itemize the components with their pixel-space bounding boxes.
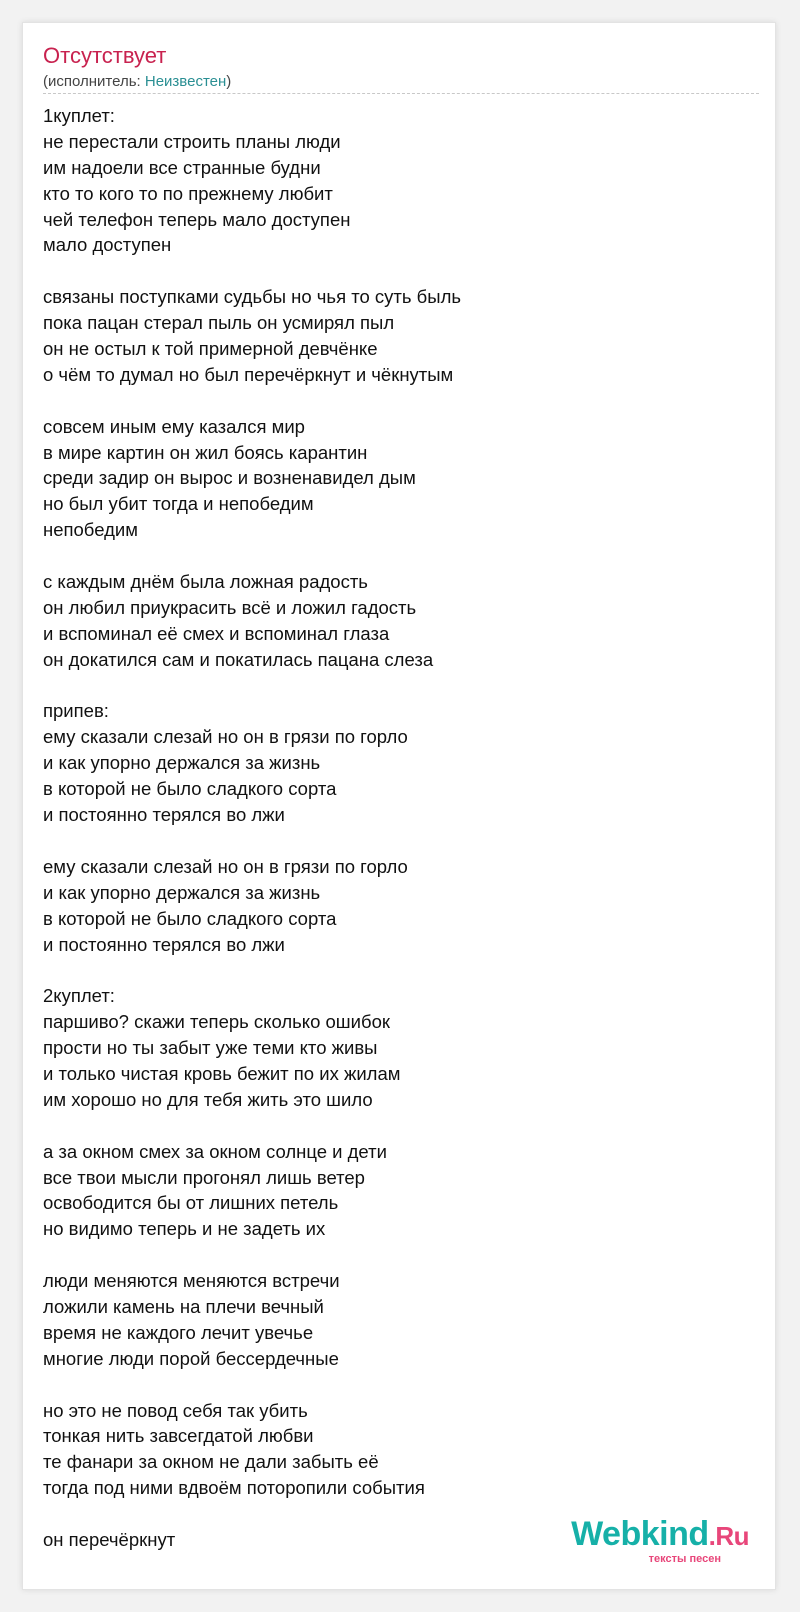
artist-prefix: (исполнитель: <box>43 73 145 90</box>
lyric-line: в которой не было сладкого сорта <box>43 778 337 800</box>
lyric-line: те фанари за окном не дали забыть её <box>43 1451 379 1473</box>
lyric-line: и как упорно держался за жизнь <box>43 881 321 903</box>
lyric-line: среди задир он вырос и возненавидел дым <box>43 467 416 489</box>
stanza-gap <box>43 1242 743 1268</box>
lyric-line: о чём то думал но был перечёркнут и чёкнутым <box>43 363 454 385</box>
lyric-line: все твои мысли прогонял лишь ветер <box>43 1166 365 1188</box>
logo-main-text: Webkind <box>571 1515 709 1553</box>
stanza-gap <box>43 1372 743 1398</box>
logo-wordmark <box>571 1517 749 1553</box>
lyric-line: 1куплет: <box>43 105 115 126</box>
lyric-line: им хорошо но для тебя жить это шило <box>43 1088 373 1110</box>
lyric-line: тонкая нить завсегдатой любви <box>43 1425 314 1447</box>
site-logo[interactable] <box>571 1517 749 1565</box>
lyric-line: с каждым днём была ложная радость <box>43 571 368 593</box>
lyric-line: но это не повод себя так убить <box>43 1399 308 1421</box>
lyric-line: 2куплет: <box>43 985 115 1007</box>
lyric-line: и как упорно держался за жизнь <box>43 752 321 774</box>
stanza-gap <box>43 957 743 983</box>
song-title: Отсутствует <box>43 43 167 68</box>
artist-link[interactable]: Неизвестен <box>144 73 227 90</box>
lyric-line: время не каждого лечит увечье <box>43 1321 314 1343</box>
lyric-line: но видимо теперь и не задеть их <box>43 1218 326 1240</box>
lyric-line: кто то кого то по прежнему любит <box>43 182 333 204</box>
logo-ru-text: .Ru <box>708 1521 749 1551</box>
lyric-line: в мире картин он жил боясь карантин <box>43 441 368 463</box>
artist-suffix: ) <box>226 73 232 90</box>
stanza-gap <box>43 1113 743 1139</box>
lyric-line: непобедим <box>43 519 138 541</box>
lyric-line: ложили камень на плечи вечный <box>43 1295 324 1317</box>
lyric-line: многие люди порой бессердечные <box>43 1347 339 1369</box>
lyric-line: ему сказали слезай но он в грязи по горло <box>43 855 408 877</box>
artist-line <box>43 73 231 91</box>
lyric-line: мало доступен <box>43 234 172 256</box>
lyric-line: освободится бы от лишних петель <box>43 1192 339 1214</box>
stanza-gap <box>43 828 743 854</box>
lyrics-card <box>22 22 776 1590</box>
lyric-line: в которой не было сладкого сорта <box>43 907 337 929</box>
lyric-line: а за окном смех за окном солнце и дети <box>43 1140 387 1162</box>
lyric-line: тогда под ними вдвоём поторопили события <box>43 1477 425 1499</box>
lyric-line: он не остыл к той примерной девчёнке <box>43 338 378 360</box>
lyric-line: и только чистая кровь бежит по их жилам <box>43 1062 401 1084</box>
stanza-gap <box>43 388 743 414</box>
lyric-line: связаны поступками судьбы но чья то суть быль <box>43 286 462 308</box>
stanza-gap <box>43 258 743 284</box>
lyrics-text <box>43 103 743 1553</box>
lyric-line: он перечёркнут <box>43 1528 176 1550</box>
title-divider <box>43 93 759 94</box>
lyric-line: но был убит тогда и непобедим <box>43 493 314 515</box>
lyric-line: и постоянно терялся во лжи <box>43 933 285 955</box>
lyric-line: чей телефон теперь мало доступен <box>43 208 351 230</box>
lyric-line: им надоели все странные будни <box>43 156 321 178</box>
lyric-line: и постоянно терялся во лжи <box>43 804 285 826</box>
lyric-line: припев: <box>43 700 109 722</box>
lyric-line: и вспоминал её смех и вспоминал глаза <box>43 622 390 644</box>
lyric-line: ему сказали слезай но он в грязи по горло <box>43 726 408 748</box>
lyric-line: он любил приукрасить всё и ложил гадость <box>43 596 417 618</box>
lyric-line: совсем иным ему казался мир <box>43 415 305 437</box>
lyric-line: люди меняются меняются встречи <box>43 1270 340 1292</box>
lyric-line: не перестали строить планы люди <box>43 130 341 152</box>
logo-subtitle: тексты песен <box>648 1553 721 1565</box>
lyric-line: пока пацан стерал пыль он усмирял пыл <box>43 312 395 334</box>
lyric-line: паршиво? скажи теперь сколько ошибок <box>43 1011 390 1033</box>
lyric-line: прости но ты забыт уже теми кто живы <box>43 1037 378 1059</box>
lyric-line: он докатился сам и покатилась пацана слеза <box>43 648 434 670</box>
stanza-gap <box>43 543 743 569</box>
stanza-gap <box>43 673 743 699</box>
